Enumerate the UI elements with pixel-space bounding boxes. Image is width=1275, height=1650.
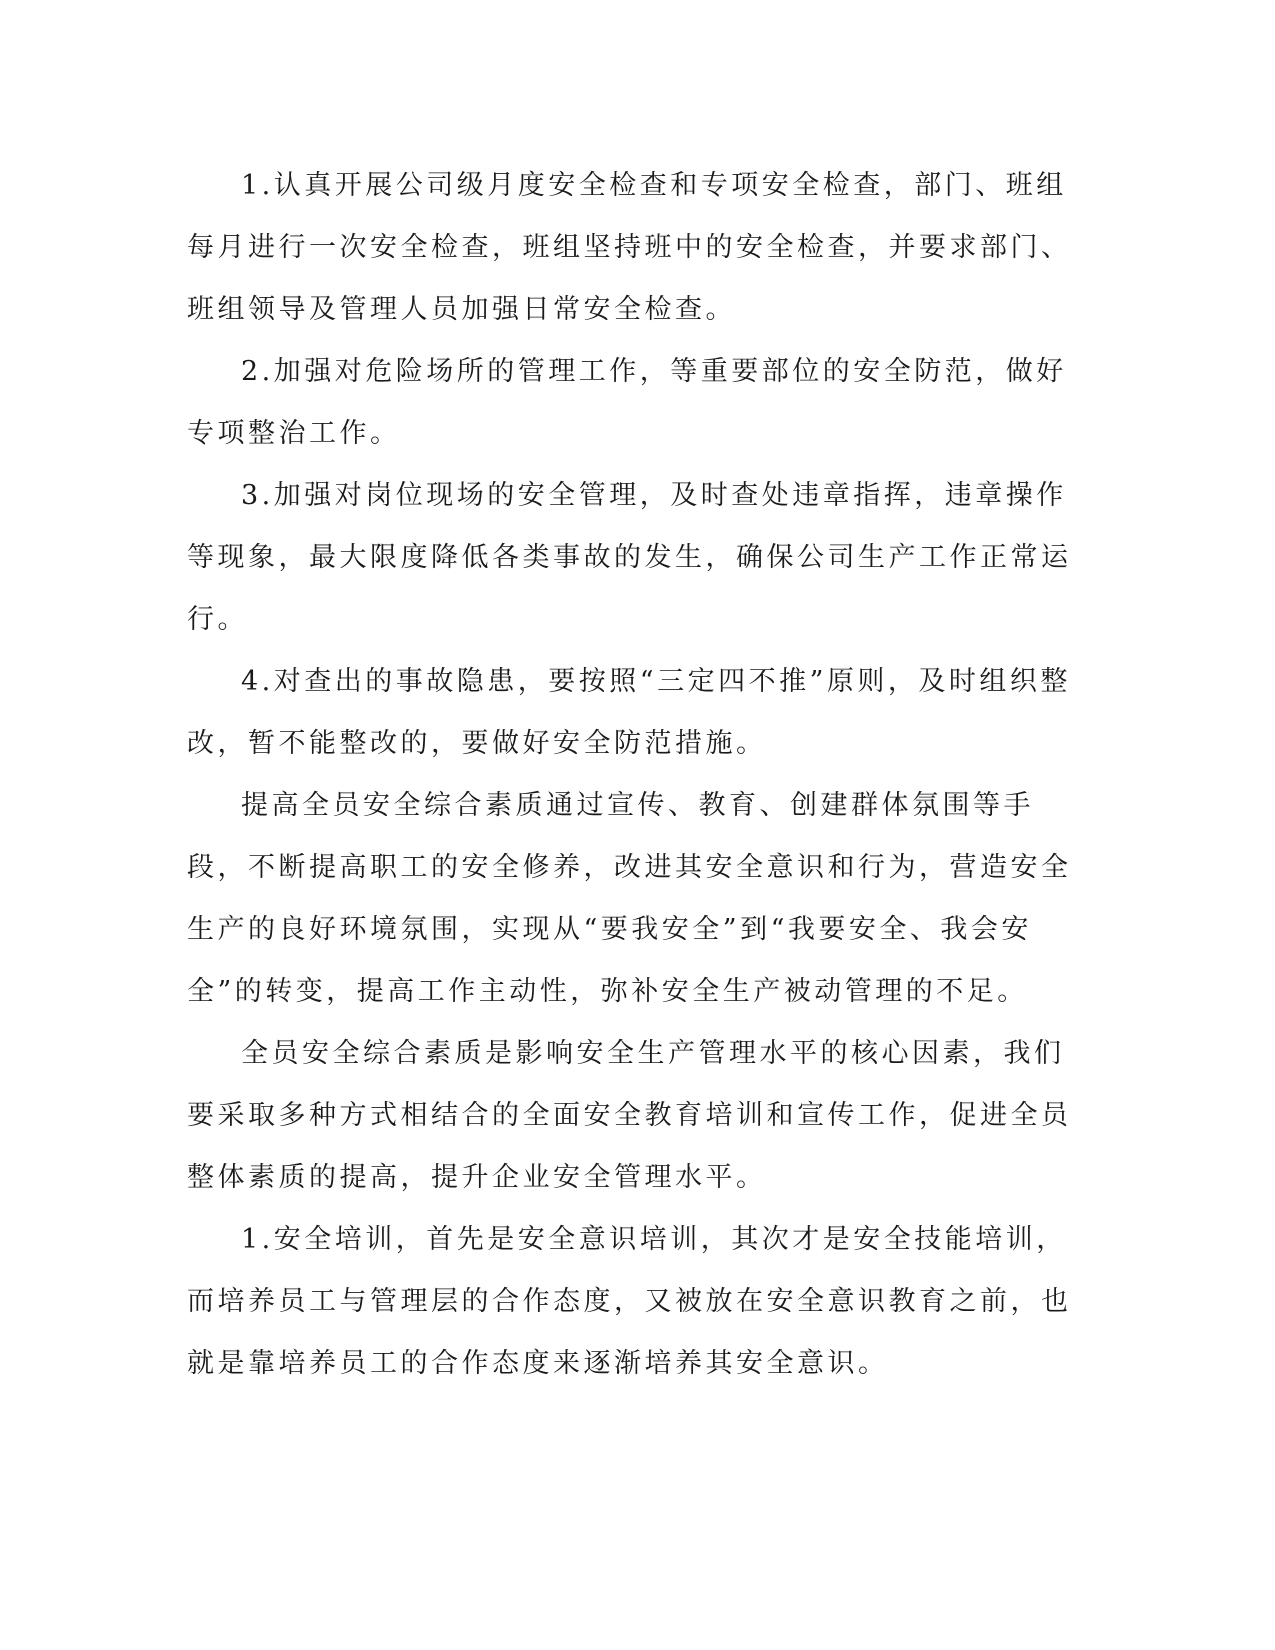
document-body	[187, 155, 1072, 1395]
paragraph-hidden-dangers: 4.对查出的事故隐患，要按照“三定四不推”原则，及时组织整改，暂不能整改的，要做好安全防范措施。	[187, 666, 1071, 759]
paragraph-core-factor: 全员安全综合素质是影响安全生产管理水平的核心因素，我们要采取多种方式相结合的全面安全教育培训和宣传工作，促进全员整体素质的提高，提升企业安全管理水平。	[187, 1038, 1072, 1193]
paragraph-inspection: 1.认真开展公司级月度安全检查和专项安全检查，部门、班组每月进行一次安全检查，班组坚持班中的安全检查，并要求部门、班组领导及管理人员加强日常安全检查。	[187, 170, 1072, 325]
paragraph-improve-quality: 提高全员安全综合素质通过宣传、教育、创建群体氛围等手段，不断提高职工的安全修养，改进其安全意识和行为，营造安全生产的良好环境氛围，实现从“要我安全”到“我要安全、我会安全”的转变，提高工作主动性，弥补安全生产被动管理的不足。	[187, 790, 1072, 1007]
paragraph-safety-training: 1.安全培训，首先是安全意识培训，其次才是安全技能培训，而培养员工与管理层的合作态度，又被放在安全意识教育之前，也就是靠培养员工的合作态度来逐渐培养其安全意识。	[187, 1224, 1072, 1379]
paragraph-hazard-sites: 2.加强对危险场所的管理工作，等重要部位的安全防范，做好专项整治工作。	[187, 356, 1067, 449]
paragraph-post-management: 3.加强对岗位现场的安全管理，及时查处违章指挥，违章操作等现象，最大限度降低各类事故的发生，确保公司生产工作正常运行。	[187, 480, 1072, 635]
